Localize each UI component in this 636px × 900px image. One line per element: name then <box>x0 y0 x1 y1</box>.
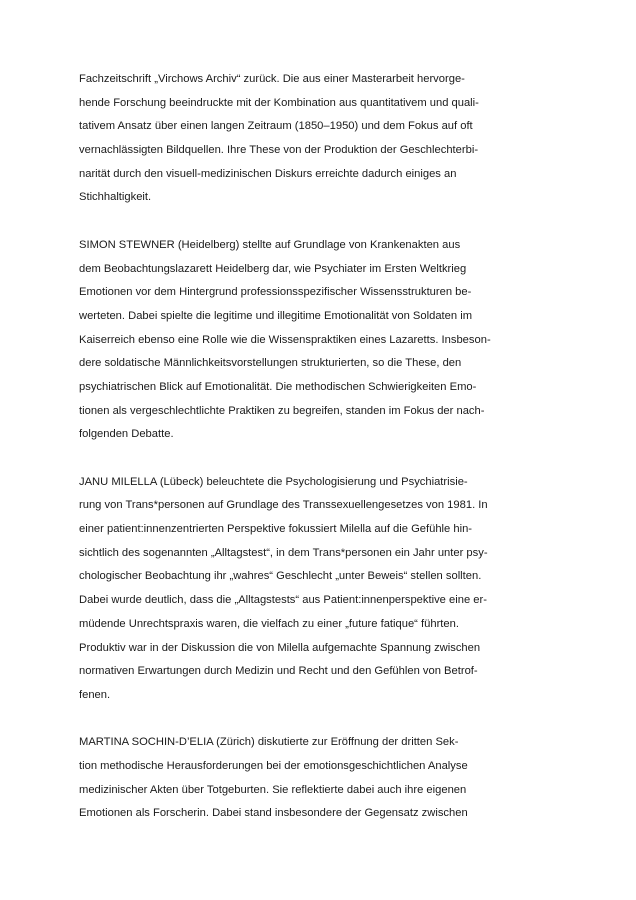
text-line: rung von Trans*personen auf Grundlage des Transsexuellengesetzes von 1981. In <box>79 499 488 512</box>
text-line: tion methodische Herausforderungen bei der emotionsgeschichtlichen Analyse <box>79 759 468 772</box>
text-line: psychiatrischen Blick auf Emotionalität. Die methodischen Schwierigkeiten Emo- <box>79 380 477 393</box>
text-line: narität durch den visuell-medizinischen Diskurs erreichte dadurch einiges an <box>79 167 457 180</box>
text-line: müdende Unrechtspraxis waren, die vielfach zu einer „future fatique“ führten. <box>79 617 459 630</box>
text-line: SIMON STEWNER (Heidelberg) stellte auf Grundlage von Krankenakten aus <box>79 238 461 251</box>
text-line: tionen als vergeschlechtlichte Praktiken zu begreifen, standen im Fokus der nach- <box>79 404 485 417</box>
text-line: dem Beobachtungslazarett Heidelberg dar, wie Psychiater im Ersten Weltkrieg <box>79 262 467 275</box>
paragraph-4 <box>79 731 479 826</box>
text-line: Stichhaltigkeit. <box>79 191 152 204</box>
text-line: MARTINA SOCHIN-D’ELIA (Zürich) diskutierte zur Eröffnung der dritten Sek- <box>79 736 459 749</box>
text-line: Kaiserreich ebenso eine Rolle wie die Wissenspraktiken eines Lazaretts. Insbeson- <box>79 333 491 346</box>
text-line: normativen Erwartungen durch Medizin und Recht und den Gefühlen von Betrof- <box>79 665 478 678</box>
text-line: sichtlich des sogenannten „Alltagstest“, in dem Trans*personen ein Jahr unter psy- <box>79 546 488 559</box>
text-line: Emotionen vor dem Hintergrund professionsspezifischer Wissensstrukturen be- <box>79 286 472 299</box>
text-line: dere soldatische Männlichkeitsvorstellungen strukturierten, so die These, den <box>79 357 462 370</box>
paragraph-3 <box>79 471 488 708</box>
text-line: Produktiv war in der Diskussion die von Milella aufgemachte Spannung zwischen <box>79 641 481 654</box>
text-line: werteten. Dabei spielte die legitime und illegitime Emotionalität von Soldaten im <box>79 309 473 322</box>
article-body <box>79 68 491 850</box>
text-line: vernachlässigten Bildquellen. Ihre These von der Produktion der Geschlechterbi- <box>79 144 479 157</box>
paragraph-2 <box>79 234 491 447</box>
text-line: hende Forschung beeindruckte mit der Kombination aus quantitativem und quali- <box>79 96 479 109</box>
text-line: fenen. <box>79 688 111 701</box>
text-line: Fachzeitschrift „Virchows Archiv“ zurück. Die aus einer Masterarbeit hervorge- <box>79 73 465 85</box>
text-line: JANU MILELLA (Lübeck) beleuchtete die Psychologisierung und Psychiatrisie- <box>79 475 468 488</box>
text-line: chologischer Beobachtung ihr „wahres“ Geschlecht „unter Beweis“ stellen sollten. <box>79 570 482 583</box>
text-line: Dabei wurde deutlich, dass die „Alltagstests“ aus Patient:innenperspektive eine er- <box>79 594 487 607</box>
text-line: einer patient:innenzentrierten Perspektive fokussiert Milella auf die Gefühle hin- <box>79 523 473 536</box>
paragraph-1 <box>79 68 479 210</box>
text-line: tativem Ansatz über einen langen Zeitraum (1850–1950) und dem Fokus auf oft <box>79 120 473 133</box>
text-line: Emotionen als Forscherin. Dabei stand insbesondere der Gegensatz zwischen <box>79 807 468 820</box>
text-line: folgenden Debatte. <box>79 428 174 441</box>
text-line: medizinischer Akten über Totgeburten. Sie reflektierte dabei auch ihre eigenen <box>79 783 467 796</box>
